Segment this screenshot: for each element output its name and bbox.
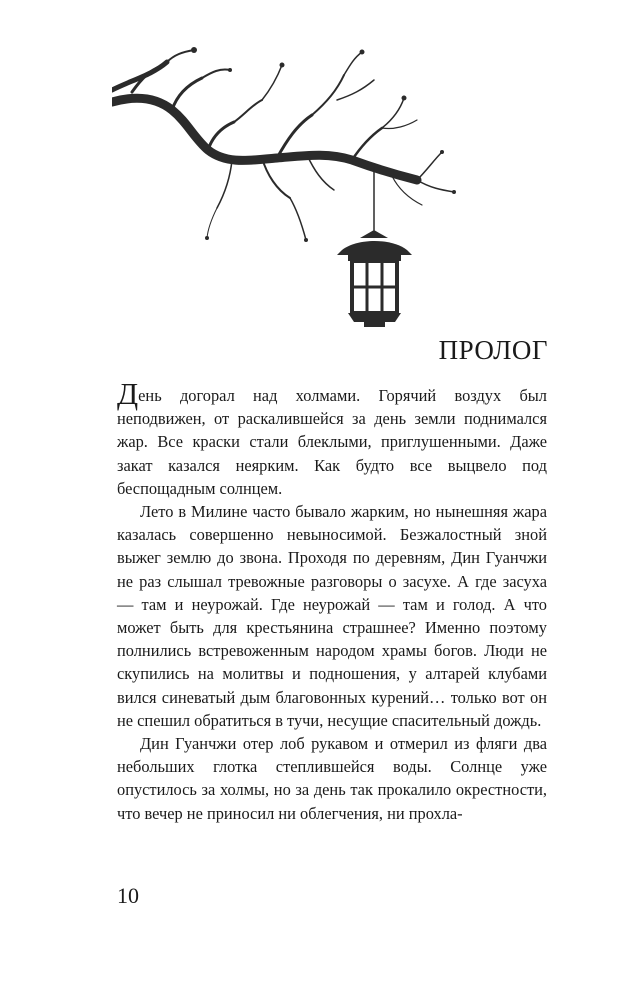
paragraph [117, 376, 547, 500]
paragraph: Лето в Милине часто бывало жарким, но нынешняя жара казалась совершенно невыносимой. Безжалостный зной выжег землю до звона. Проходя по деревням, Дин Гуанчжи не раз слышал тревожные разговоры о засухе. А где засуха — там и неурожай. Где неурожай — там и голод. А что может быть для крестьянина страшнее? Именно поэтому полнились встревоженным народом храмы богов. Люди не скупились на молитвы и подношения, у алтарей клубами вился синеватый дым благовонных курений… только вот он не спешил обратиться в тучи, несущие спасительный дождь. [117, 502, 547, 730]
lantern-icon [337, 230, 412, 327]
paragraph-text: ень догорал над холмами. Горячий воздух был неподвижен, от раскалившейся за день земли поднимался жар. Все краски стали блеклыми, приглушенными. Даже закат казался неярким. Как будто все выцвело под беспощадным солнцем. [117, 386, 547, 498]
branch-lantern-illustration [112, 40, 457, 340]
page-number: 10 [117, 883, 139, 908]
chapter-title: ПРОЛОГ [438, 335, 548, 365]
body-text [117, 376, 547, 825]
drop-cap: Д [117, 376, 139, 411]
paragraph: Дин Гуанчжи отер лоб рукавом и отмерил из фляги два небольших глотка степлившейся воды. Солнце уже опустилось за холмы, но за день так прокалило окрестности, что вечер не приносил ни облегчения, ни прохла- [117, 734, 547, 823]
